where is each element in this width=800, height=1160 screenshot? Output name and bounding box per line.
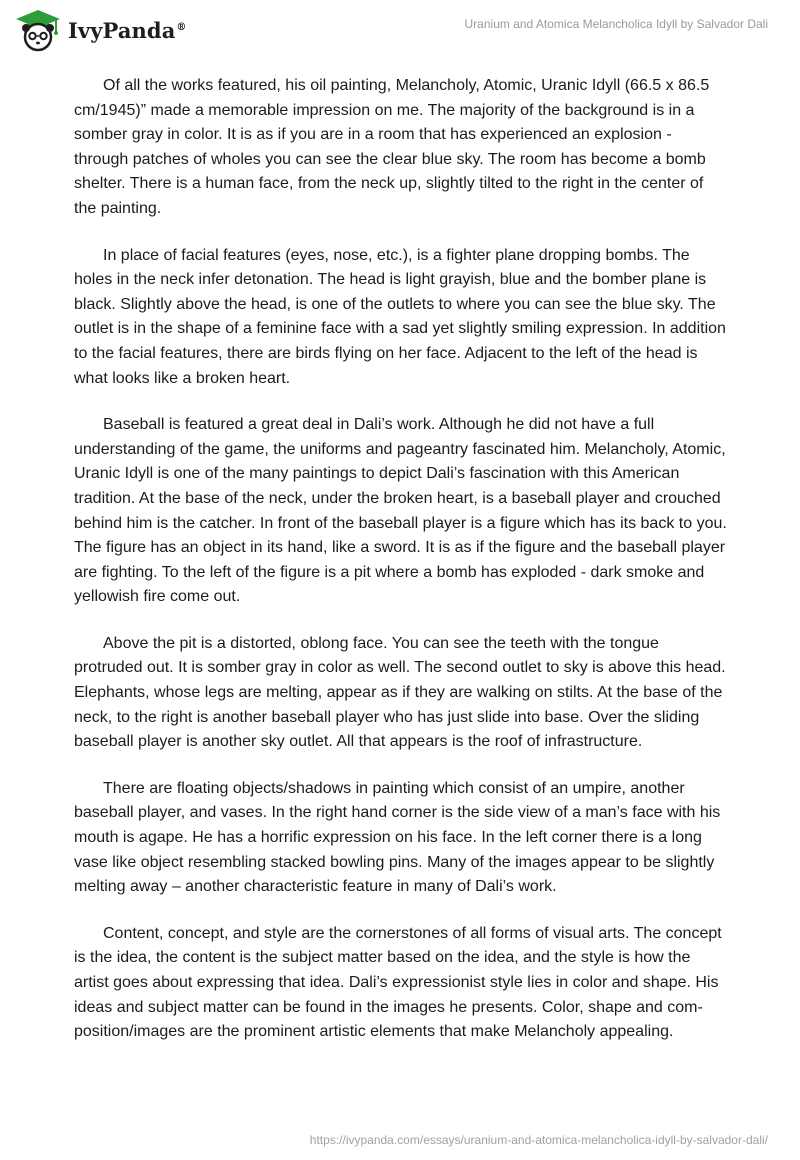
paragraph: Above the pit is a distorted, oblong face. You can see the teeth with the tongue protruded out. It is somber gray in color as well. The second outlet to sky is above this head. Elephants, whose legs are melting, appear as if they are walking on stilts. At the base of the neck, to the right is another baseball player who has just slide into base. Over the sliding baseball player is another sky outlet. All that appears is the roof of infrastructure.	[74, 634, 726, 751]
document-title: Uranium and Atomica Melancholica Idyll by Salvador Dali	[464, 17, 768, 31]
paragraph: There are floating objects/shadows in painting which consist of an umpire, another baseball player, and vases. In the right hand corner is the side view of a man’s face with his mouth is agape. He has a horrific expression on his face. In the left corner there is a long vase like object resembling stacked bowling pins. Many of the images appear to be slightly melting away – another characteristic feature in many of Dali’s work.	[74, 779, 721, 896]
paragraph: Of all the works featured, his oil painting, Melancholy, Atomic, Uranic Idyll (66.5 x 86.5 cm/1945)” made a memorable impression on me. The majority of the background is in a somber gray in color. It is as if you are in a room that has experienced an explosion - through patches of wholes you can see the clear blue sky. The room has become a bomb shelter. There is a human face, from the neck up, slightly tilted to the right in the center of the painting.	[74, 77, 710, 217]
ivypanda-logo[interactable]	[14, 8, 187, 52]
registered-mark: ®	[176, 21, 187, 33]
page-header	[0, 0, 800, 60]
logo-text	[68, 18, 187, 43]
essay-body	[74, 74, 729, 1067]
paragraph: Content, concept, and style are the cornerstones of all forms of visual arts. The concept is the idea, the content is the subject matter based on the idea, and the style is how the artist goes about expressing that idea. Dali’s expressionist style lies in color and shape. His ideas and subject matter can be found in the images he presents. Color, shape and com-position/images are the prominent artistic elements that make Melancholy appealing.	[74, 924, 722, 1041]
paragraph: Baseball is featured a great deal in Dali’s work. Although he did not have a full understanding of the game, the uniforms and pageantry fascinated him. Melancholy, Atomic, Uranic Idyll is one of the many paintings to depict Dali’s fascination with this American tradition. At the base of the neck, under the broken heart, is a baseball player and crouched behind him is the catcher. In front of the baseball player is a figure which has its back to you. The figure has an object in its hand, like a sword. It is as if the figure and the baseball player are fighting. To the left of the figure is a pit where a bomb has exploded - dark smoke and yellowish fire come out.	[74, 416, 727, 606]
paragraph: In place of facial features (eyes, nose, etc.), is a fighter plane dropping bombs. The holes in the neck infer detonation. The head is light grayish, blue and the bomber plane is black. Slightly above the head, is one of the outlets to where you can see the blue sky. The outlet is in the shape of a feminine face with a sad yet slightly smiling expression. In addition to the facial features, there are birds flying on her face. Adjacent to the left of the head is what looks like a broken heart.	[74, 246, 726, 387]
logo-wordmark: IvyPanda	[68, 17, 176, 43]
source-url-link[interactable]: https://ivypanda.com/essays/uranium-and-atomica-melancholica-idyll-by-salvador-dali/	[309, 1133, 768, 1147]
panda-graduate-icon	[14, 8, 62, 52]
